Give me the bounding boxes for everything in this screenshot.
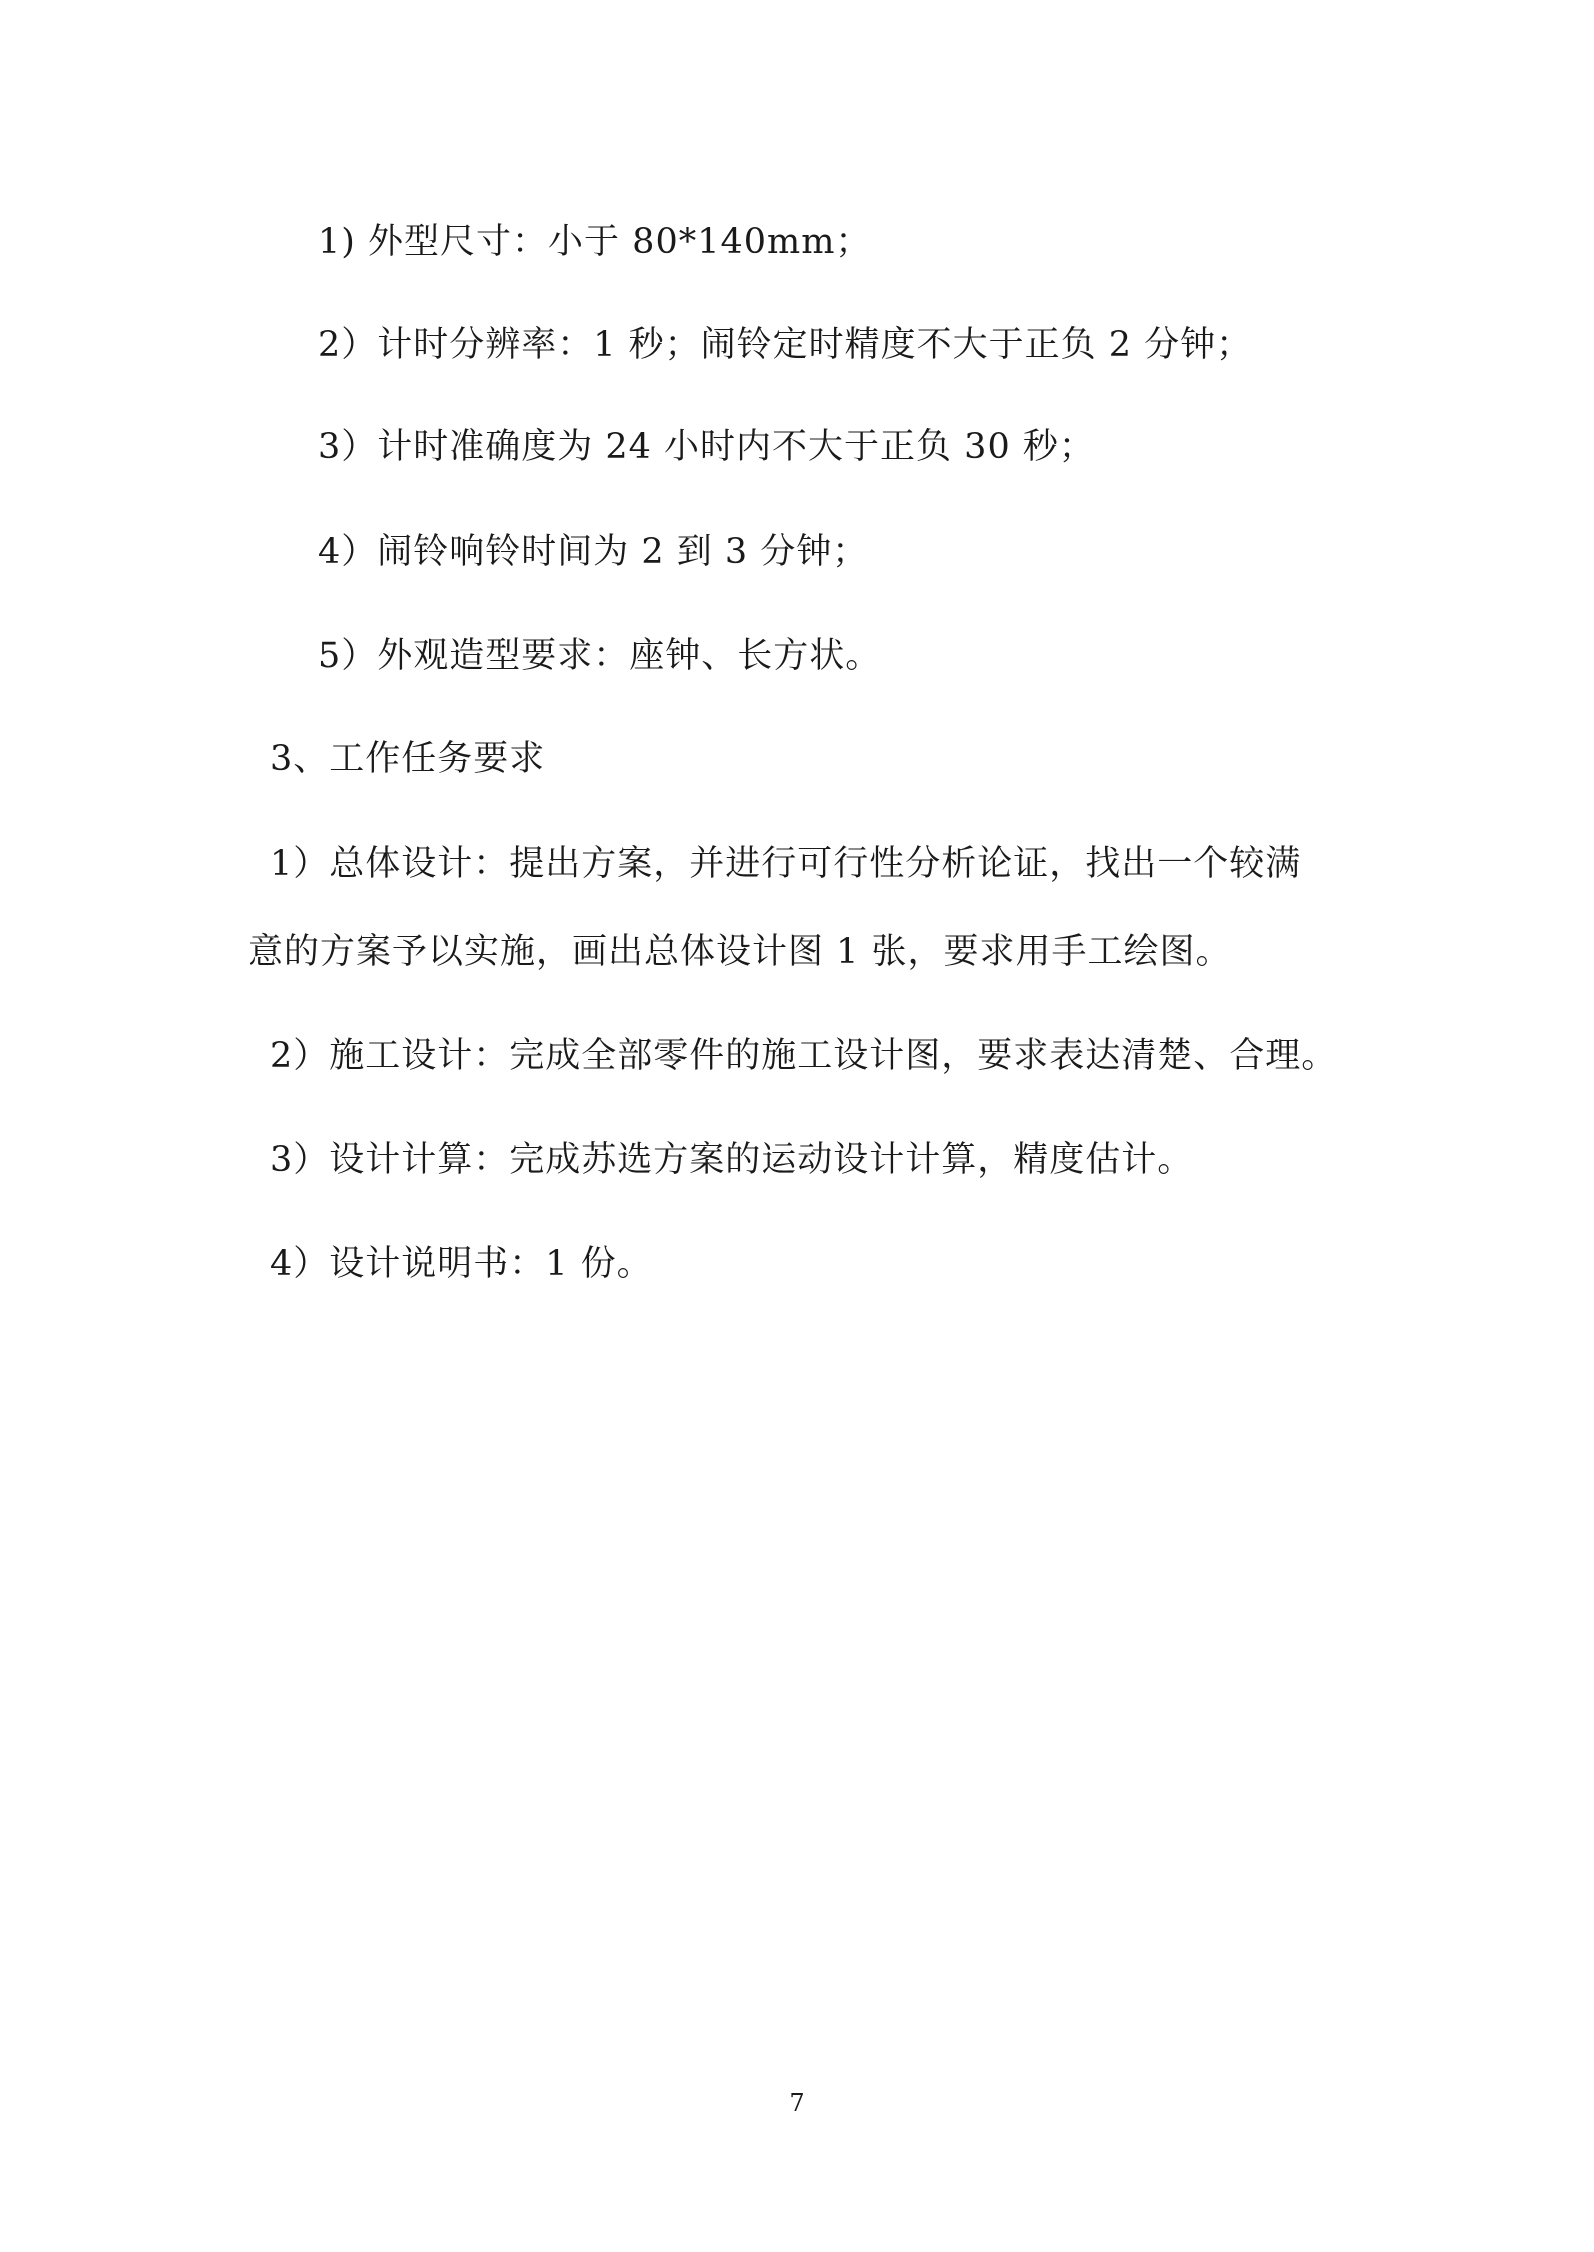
- task-item-2: 2）施工设计：完成全部零件的施工设计图，要求表达清楚、合理。: [270, 1036, 1338, 1076]
- section-heading: 3、工作任务要求: [270, 739, 546, 779]
- spec-item-3: 3）计时准确度为 24 小时内不大于正负 30 秒；: [318, 427, 1095, 467]
- page-number: 7: [789, 2089, 805, 2117]
- spec-item-1: 1) 外型尺寸：小于 80*140mm；: [318, 222, 872, 262]
- spec-item-2: 2）计时分辨率：1 秒；闹铃定时精度不大于正负 2 分钟；: [318, 325, 1253, 365]
- task-item-3: 3）设计计算：完成苏选方案的运动设计计算，精度估计。: [270, 1140, 1194, 1180]
- task-item-1-line-2: 意的方案予以实施，画出总体设计图 1 张，要求用手工绘图。: [248, 932, 1232, 972]
- spec-item-5: 5）外观造型要求：座钟、长方状。: [318, 636, 882, 676]
- task-item-1-line-1: 1）总体设计：提出方案，并进行可行性分析论证，找出一个较满: [270, 844, 1302, 884]
- spec-item-4: 4）闹铃响铃时间为 2 到 3 分钟；: [318, 532, 869, 572]
- task-item-4: 4）设计说明书：1 份。: [270, 1244, 653, 1284]
